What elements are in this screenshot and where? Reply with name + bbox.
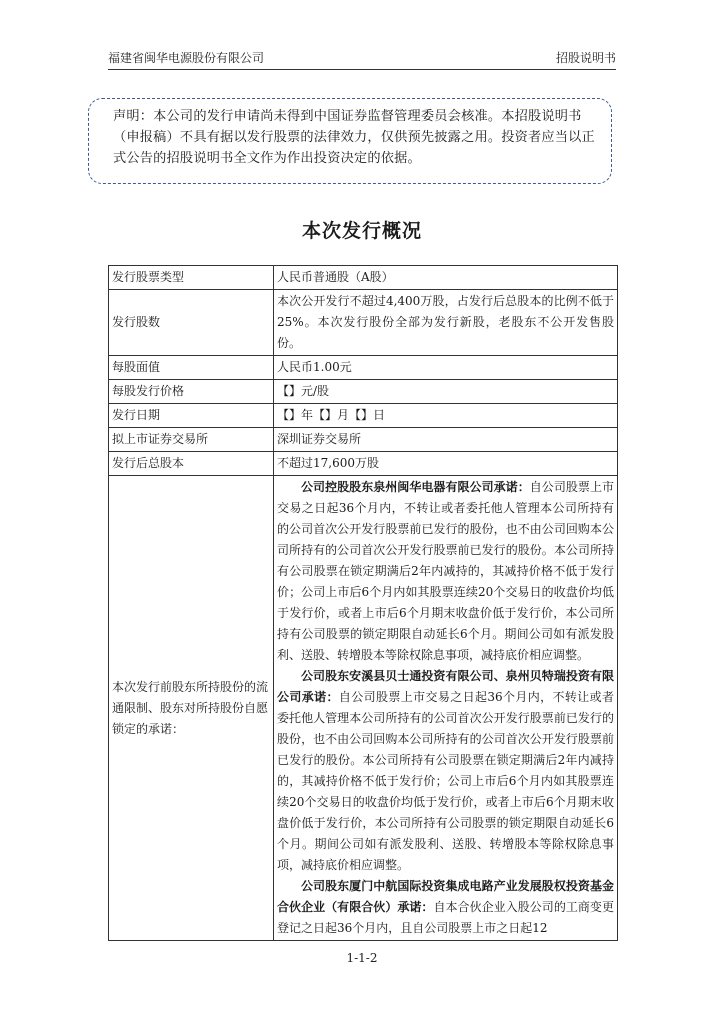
table-row: [109, 266, 618, 290]
row-value: 【】元/股: [274, 380, 618, 404]
commitment-party: 公司控股股东泉州闽华电器有限公司承诺：: [301, 480, 530, 494]
row-label: 每股发行价格: [109, 380, 274, 404]
row-label: 发行日期: [109, 404, 274, 428]
table-row: [109, 428, 618, 452]
table-row: [109, 290, 618, 356]
row-value: 【】年【】月【】日: [274, 404, 618, 428]
row-value: 本次公开发行不超过4,400万股，占发行后总股本的比例不低于25%。本次发行股份全部为发行新股，老股东不公开发售股份。: [274, 290, 618, 356]
row-value: 人民币普通股（A股）: [274, 266, 618, 290]
table-row: [109, 380, 618, 404]
header-company-name: 福建省闽华电源股份有限公司: [108, 51, 265, 65]
lockup-commitments: [274, 476, 618, 941]
page-number: 1-1-2: [346, 951, 378, 965]
table-row-lockup: [109, 476, 618, 941]
row-label: 发行股数: [109, 290, 274, 356]
row-value: 不超过17,600万股: [274, 452, 618, 476]
commitment-text: 自公司股票上市交易之日起36个月内，不转让或者委托他人管理本公司所持有的公司首次公开发行股票前已发行的股份，也不由公司回购本公司所持有的公司首次公开发行股票前已发行的股份。本公司所持有公司股票在锁定期满后2年内减持的，其减持价格不低于发行价；公司上市后6个月内如其股票连续20个交易日的收盘价均低于发行价，或者上市后6个月期末收盘价低于发行价，本公司所持有公司股票的锁定期限自动延长6个月。期间公司如有派发股利、送股、转增股本等除权除息事项，减持底价相应调整。: [277, 480, 614, 662]
header-divider: [108, 69, 616, 70]
table-row: [109, 404, 618, 428]
commitment-paragraph: [277, 477, 614, 666]
section-title: 本次发行概况: [301, 220, 422, 242]
row-label: 发行股票类型: [109, 266, 274, 290]
row-label: 每股面值: [109, 356, 274, 380]
row-label: 发行后总股本: [109, 452, 274, 476]
commitment-text: 自公司股票上市交易之日起36个月内，不转让或者委托他人管理本公司所持有的公司首次公开发行股票前已发行的股份，也不由公司回购本公司所持有的公司首次公开发行股票前已发行的股份。本公司所持有公司股票在锁定期满后2年内减持的，其减持价格不低于发行价；公司上市后6个月内如其股票连续20个交易日的收盘价均低于发行价，或者上市后6个月期末收盘价低于发行价，本公司所持有公司股票的锁定期限自动延长6个月。期间公司如有派发股利、送股、转增股本等除权除息事项，减持底价相应调整。: [277, 690, 614, 872]
commitment-paragraph: [277, 666, 614, 876]
commitment-paragraph: [277, 876, 614, 939]
disclaimer-notice-box: [88, 98, 612, 184]
commitment-party: 公司股东厦门中航国际投资集成电路产业发展股权投资基金合伙企业（有限合伙）承诺：: [277, 879, 614, 914]
commitment-party: 公司股东安溪县贝士通投资有限公司、泉州贝特瑞投资有限公司承诺：: [277, 669, 614, 704]
header-document-type: 招股说明书: [555, 51, 616, 65]
offering-summary-table: [108, 265, 618, 941]
disclaimer-text: 声明：本公司的发行申请尚未得到中国证券监督管理委员会核准。本招股说明书（申报稿）不具有据以发行股票的法律效力，仅供预先披露之用。投资者应当以正式公告的招股说明书全文作为作出投资决定的依据。: [113, 109, 595, 166]
table-row: [109, 356, 618, 380]
row-value: 深圳证券交易所: [274, 428, 618, 452]
table-row: [109, 452, 618, 476]
commitment-text: 自本合伙企业入股公司的工商变更登记之日起36个月内，且自公司股票上市之日起12: [277, 900, 614, 935]
row-label: 拟上市证券交易所: [109, 428, 274, 452]
lockup-label: 本次发行前股东所持股份的流通限制、股东对所持股份自愿锁定的承诺：: [109, 476, 274, 941]
row-value: 人民币1.00元: [274, 356, 618, 380]
